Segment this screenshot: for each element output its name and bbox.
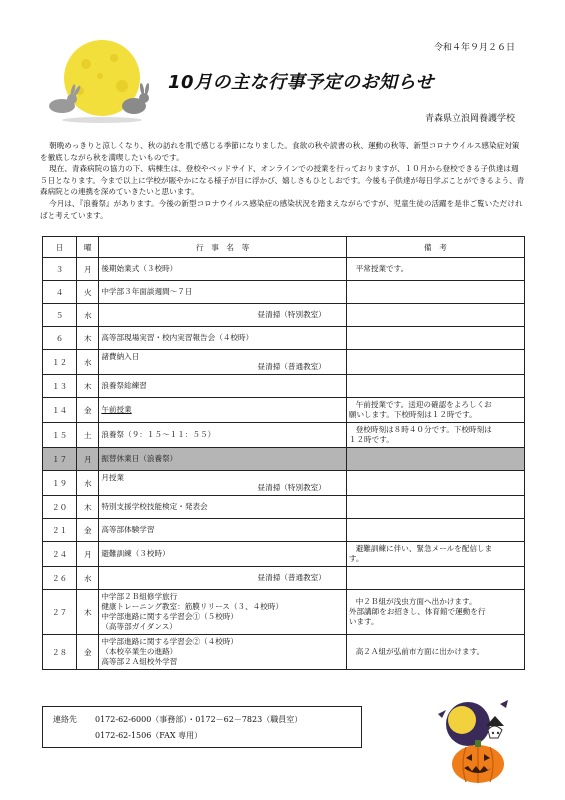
- cell-event: [99, 375, 347, 398]
- cell-event: [99, 590, 347, 635]
- cell-weekday: 月: [77, 258, 99, 281]
- cell-remarks: [346, 375, 524, 398]
- cleaning-note: 昼清掃（普通教室）: [257, 573, 326, 582]
- cell-remarks: [346, 448, 524, 471]
- page-title: 10月の主な行事予定のお知らせ: [168, 72, 435, 93]
- cell-weekday: 木: [77, 496, 99, 519]
- table-row: [43, 567, 525, 590]
- cell-weekday: 木: [77, 590, 99, 635]
- remark-text: １２時です。: [348, 435, 394, 444]
- cell-event: [99, 471, 347, 496]
- cell-day: ２７: [43, 590, 77, 635]
- header-event: 行 事 名 等: [99, 237, 347, 258]
- cell-weekday: 金: [77, 398, 99, 423]
- table-row: [43, 398, 525, 423]
- event-text: 中学部２Ｂ組修学旅行: [101, 592, 178, 601]
- school-name: 青森県立浪岡養護学校: [424, 114, 515, 124]
- cell-remarks: [346, 327, 524, 350]
- remark-text: います。: [348, 617, 379, 626]
- cell-weekday: 金: [77, 519, 99, 542]
- event-text: 高等部２Ａ組校外学習: [101, 657, 178, 666]
- event-text: 浪養祭（９：１５～１１：５５）: [101, 430, 216, 439]
- cell-remarks: [346, 542, 524, 567]
- event-text: 高等部現場実習・校内実習報告会（４校時）: [101, 333, 254, 342]
- cleaning-note: 昼清掃（普通教室）: [257, 362, 326, 371]
- table-row: [43, 635, 525, 670]
- contact-label: 連絡先: [53, 715, 77, 724]
- cell-event: [99, 542, 347, 567]
- cell-day: ４: [43, 281, 77, 304]
- cell-event: [99, 350, 347, 375]
- cell-event: [99, 448, 347, 471]
- schedule-body: [43, 258, 525, 670]
- table-row: [43, 542, 525, 567]
- issue-date: 令和４年９月２６日: [433, 43, 515, 53]
- intro-paragraph: 朝晩めっきりと涼しくなり、秋の訪れを肌で感じる季節になりました。食欲の秋や読書の秋、運動の秋等、新型コロナウイルス感染症対策を徹底しながら秋を満喫したいものです。: [40, 141, 520, 162]
- event-text: 避難訓練（３校時）: [101, 549, 170, 558]
- event-text: 中学部３年面談週間～７日: [101, 287, 193, 296]
- cell-remarks: [346, 350, 524, 375]
- cell-event: [99, 327, 347, 350]
- cell-day: ２４: [43, 542, 77, 567]
- cell-weekday: 木: [77, 375, 99, 398]
- cell-day: ６: [43, 327, 77, 350]
- cell-event: [99, 496, 347, 519]
- table-row: [43, 590, 525, 635]
- cell-event: [99, 519, 347, 542]
- cell-event: [99, 423, 347, 448]
- cell-weekday: 水: [77, 304, 99, 327]
- contact-fax-line: 0172-62-1506（FAX 専用）: [95, 731, 203, 740]
- remark-text: 高２Ａ組が弘前市方面に出かけます。: [355, 647, 485, 656]
- cell-remarks: [346, 398, 524, 423]
- event-text: 浪養祭総練習: [101, 381, 147, 390]
- event-text: 後期始業式（３校時）: [101, 264, 178, 273]
- cell-day: １３: [43, 375, 77, 398]
- table-row: [43, 258, 525, 281]
- cell-day: ３: [43, 258, 77, 281]
- cell-remarks: [346, 567, 524, 590]
- intro-paragraph: 現在、青森病院の協力の下、病棟生は、登校やベッドサイド、オンラインでの授業を行っておりますが、１０月から登校できる子供達は週５日となります。今まで以上に学校が賑やかになる様子が目に浮かび、嬉しさもひとしおです。今後も子供達が毎日学ぶことができるよう、青森病院との連携を深めていきたいと思います。: [40, 164, 525, 197]
- cell-remarks: [346, 304, 524, 327]
- remark-text: す。: [348, 554, 364, 563]
- event-text: （高等部ガイダンス）: [101, 622, 177, 631]
- intro-text: [40, 140, 526, 221]
- cell-day: ２１: [43, 519, 77, 542]
- event-text: 中学部進路に関する学習会②（４校時）: [101, 637, 239, 646]
- cell-event: [99, 304, 347, 327]
- event-text: 振替休業日（浪養祭）: [101, 454, 178, 463]
- cell-day: １７: [43, 448, 77, 471]
- cell-remarks: [346, 590, 524, 635]
- cell-remarks: [346, 635, 524, 670]
- cell-weekday: 土: [77, 423, 99, 448]
- moon-rabbits-icon: [42, 36, 160, 128]
- contact-box: [42, 706, 362, 748]
- intro-paragraph: 今月は、『浪養祭』があります。今後の新型コロナウイルス感染症の感染状況を踏まえながらですが、児童生徒の活躍を是非ご覧いただければと考えています。: [40, 198, 523, 220]
- event-text: 高等部体験学習: [101, 525, 155, 534]
- cell-event: [99, 281, 347, 304]
- cell-weekday: 水: [77, 567, 99, 590]
- header-weekday: 曜: [77, 237, 99, 258]
- cell-day: ５: [43, 304, 77, 327]
- cell-day: １９: [43, 471, 77, 496]
- cell-day: １２: [43, 350, 77, 375]
- remark-text: 中２Ｂ組が浅虫方面へ出かけます。: [355, 597, 477, 606]
- remark-text: 平常授業です。: [355, 264, 409, 273]
- header-day: 日: [43, 237, 77, 258]
- cell-event: [99, 398, 347, 423]
- table-row: [43, 519, 525, 542]
- cleaning-note: 昼清掃（特別教室）: [257, 483, 326, 492]
- event-text: （本校卒業生の進路）: [101, 647, 178, 656]
- table-row: [43, 496, 525, 519]
- event-text: 中学部進路に関する学習会①（５校時）: [101, 612, 239, 621]
- cell-event: [99, 567, 347, 590]
- table-row: [43, 327, 525, 350]
- cell-remarks: [346, 471, 524, 496]
- cell-day: ２８: [43, 635, 77, 670]
- header-remarks: 備 考: [346, 237, 524, 258]
- cell-remarks: [346, 496, 524, 519]
- cell-remarks: [346, 281, 524, 304]
- cell-day: ２６: [43, 567, 77, 590]
- cell-remarks: [346, 519, 524, 542]
- cell-day: ２０: [43, 496, 77, 519]
- table-header-row: [43, 237, 525, 258]
- cell-day: １５: [43, 423, 77, 448]
- schedule-table: [42, 236, 525, 670]
- table-row: [43, 281, 525, 304]
- table-row: [43, 350, 525, 375]
- cell-weekday: 月: [77, 542, 99, 567]
- table-row: [43, 423, 525, 448]
- event-text: 午前授業: [101, 405, 132, 414]
- cell-event: [99, 635, 347, 670]
- table-row: [43, 471, 525, 496]
- event-text: 特別支援学校技能検定・発表会: [101, 502, 208, 511]
- table-row: [43, 304, 525, 327]
- contact-phone-line: 0172-62-6000（事務部）・0172－62－7823（職員室）: [95, 715, 303, 724]
- table-row: [43, 448, 525, 471]
- event-text: 健康トレーニング教室：筋膜リリース（３、４校時）: [101, 602, 284, 611]
- halloween-pumpkin-icon: [428, 694, 518, 788]
- remark-text: 登校時刻は８時４０分です。下校時刻は: [355, 425, 492, 434]
- cell-weekday: 木: [77, 327, 99, 350]
- remark-text: 午前授業です。送迎の確認をよろしくお: [355, 400, 492, 409]
- cell-weekday: 水: [77, 471, 99, 496]
- cell-weekday: 月: [77, 448, 99, 471]
- cell-weekday: 金: [77, 635, 99, 670]
- cell-event: [99, 258, 347, 281]
- cell-day: １４: [43, 398, 77, 423]
- remark-text: 避難訓練に伴い、緊急メールを配信しま: [355, 544, 493, 553]
- event-text: 諸費納入日: [101, 352, 140, 361]
- table-row: [43, 375, 525, 398]
- cell-weekday: 火: [77, 281, 99, 304]
- remark-text: 願いします。下校時刻は１２時です。: [348, 410, 477, 419]
- cell-remarks: [346, 423, 524, 448]
- event-text: 月授業: [101, 473, 125, 482]
- cell-weekday: 水: [77, 350, 99, 375]
- cell-remarks: [346, 258, 524, 281]
- remark-text: 外部講師をお招きし、体育館で運動を行: [348, 607, 486, 616]
- cleaning-note: 昼清掃（特別教室）: [257, 310, 326, 319]
